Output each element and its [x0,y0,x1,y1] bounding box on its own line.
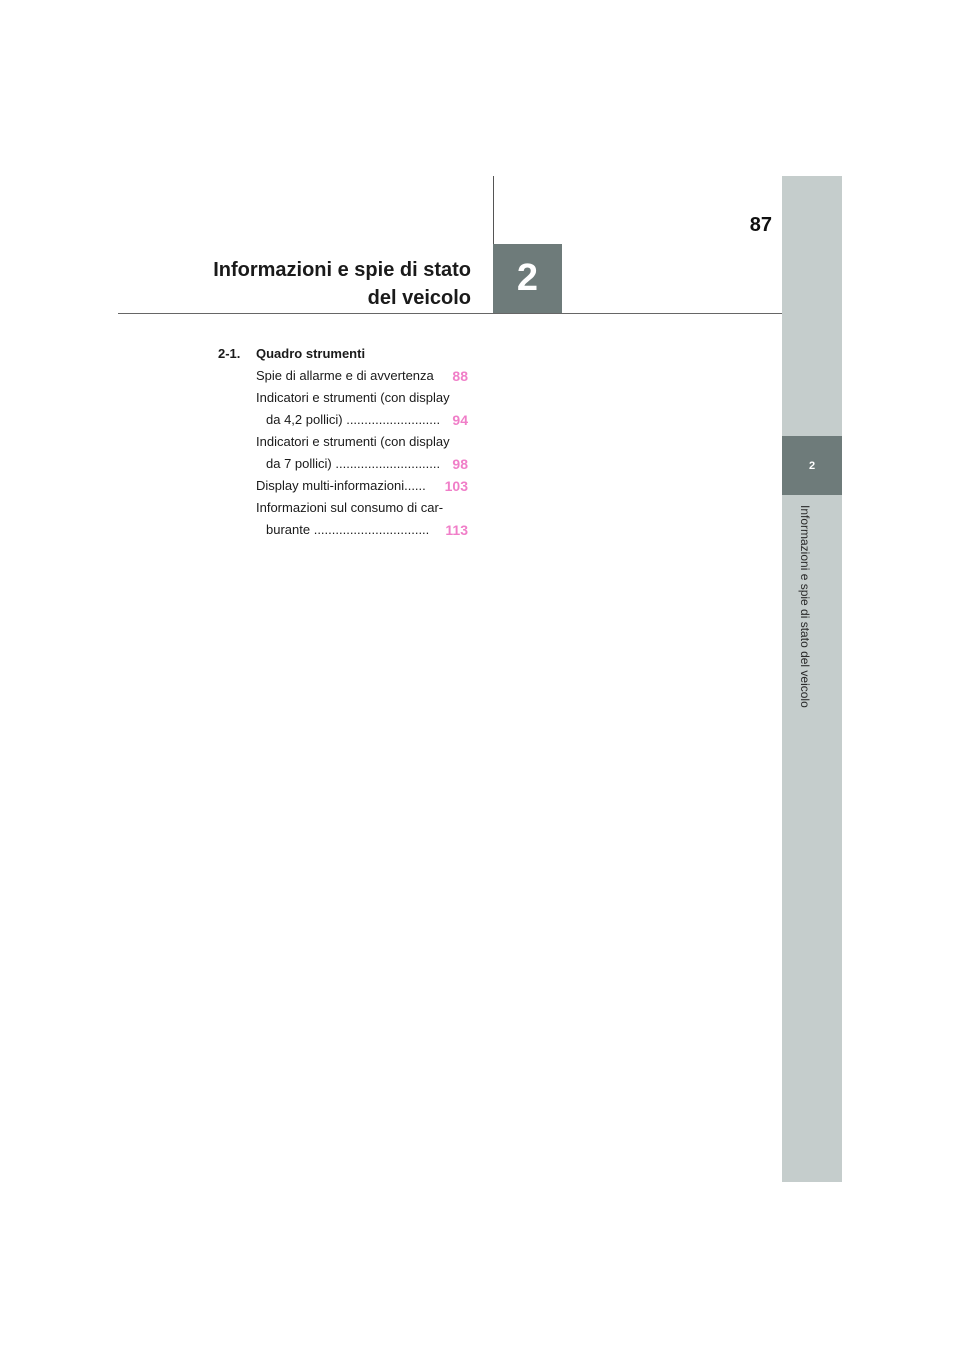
chapter-title [213,256,471,312]
toc-entry[interactable] [256,387,468,431]
side-tab-chapter-number[interactable]: 2 [782,436,842,495]
toc-entry-page-link[interactable]: 88 [452,368,468,384]
chapter-title-line2: del veicolo [367,287,471,309]
toc-entry-title: Indicatori e strumenti (con display [256,390,450,405]
page-number: 87 [749,214,772,236]
header-divider-horizontal [118,313,782,314]
toc-entry-title-continued: da 7 pollici) ............................. [266,456,441,471]
table-of-contents [218,343,468,541]
toc-entry-title: Display multi-informazioni...... [256,478,426,493]
toc-entry-title: Informazioni sul consumo di car- [256,500,444,515]
toc-entry[interactable] [256,365,468,387]
toc-entry[interactable] [256,497,468,541]
toc-entry-page-link[interactable]: 103 [444,478,468,494]
side-tab [782,176,842,1182]
header-divider-vertical [493,176,494,244]
side-tab-label: Informazioni e spie di stato del veicolo [798,505,812,708]
toc-entry-page-link[interactable]: 113 [445,522,468,538]
toc-entry[interactable] [256,431,468,475]
toc-entry-title-continued: burante ................................ [266,522,430,537]
toc-entry-title: Indicatori e strumenti (con display [256,434,450,449]
toc-section-title[interactable]: Quadro strumenti [256,346,366,361]
toc-section-number: 2-1. [218,346,241,361]
toc-entry-title: Spie di allarme e di avvertenza [256,368,434,383]
chapter-title-line1: Informazioni e spie di stato [213,259,471,281]
toc-entry-page-link[interactable]: 98 [452,456,468,472]
toc-entry-page-link[interactable]: 94 [452,412,468,428]
chapter-number-box: 2 [493,244,562,313]
toc-entry-title-continued: da 4,2 pollici) .......................... [266,412,441,427]
toc-entry[interactable] [256,475,468,497]
toc-section-heading [218,343,468,365]
